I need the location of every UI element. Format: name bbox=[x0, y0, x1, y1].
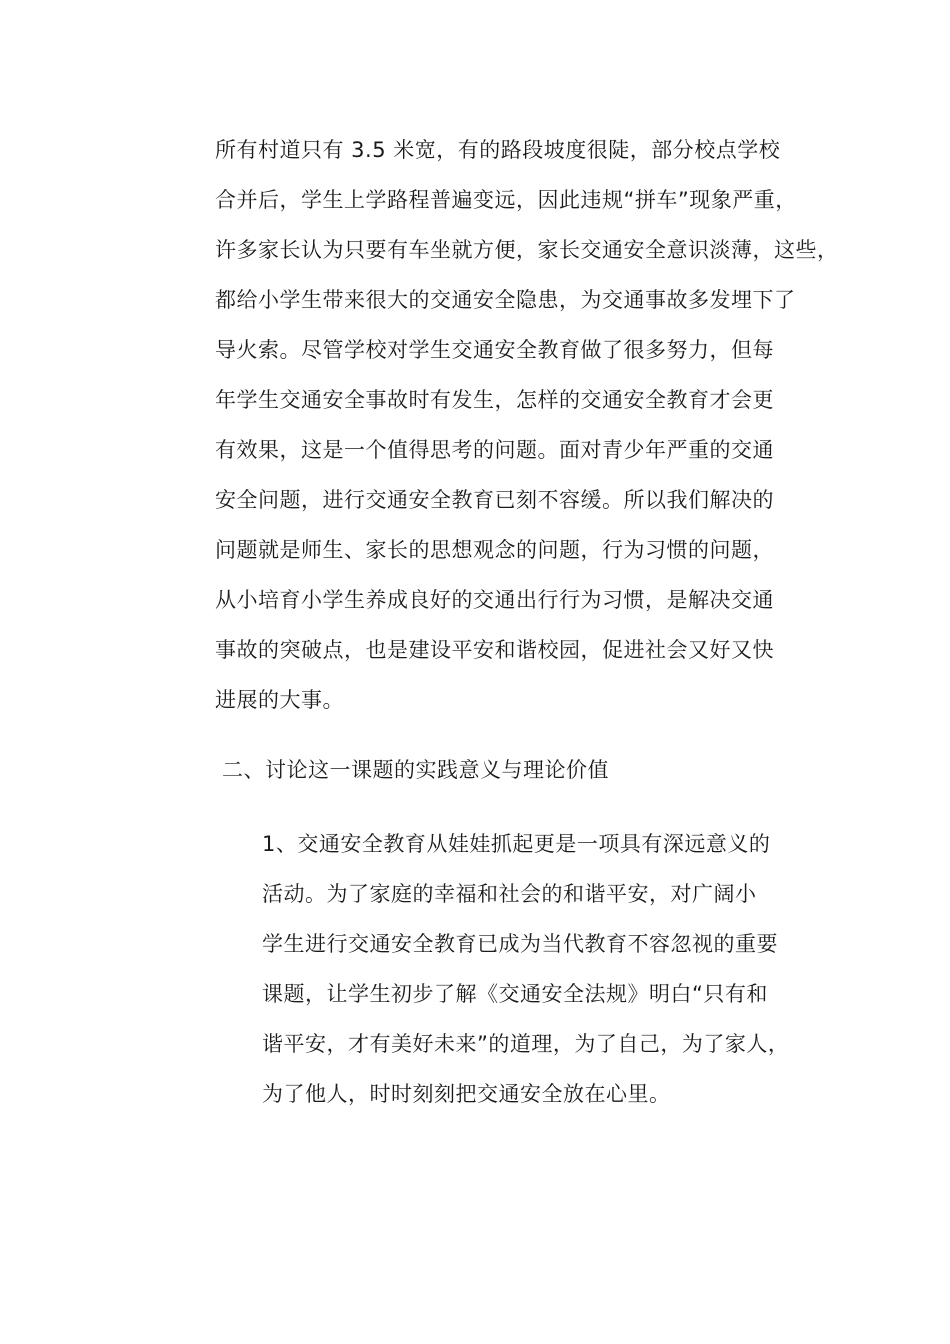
section-heading: 二、讨论这一课题的实践意义与理论价值 bbox=[222, 758, 609, 782]
paragraph-line: 都给小学生带来很大的交通安全隐患，为交通事故多发埋下了 bbox=[215, 288, 796, 312]
paragraph-line: 所有村道只有 3.5 米宽，有的路段坡度很陡，部分校点学校 bbox=[215, 138, 781, 162]
paragraph-line: 课题，让学生初步了解《交通安全法规》明白“只有和 bbox=[262, 982, 768, 1006]
paragraph-line: 从小培育小学生养成良好的交通出行行为习惯，是解决交通 bbox=[215, 588, 774, 612]
paragraph-line: 1、交通安全教育从娃娃抓起更是一项具有深远意义的 bbox=[262, 832, 771, 856]
paragraph-line: 谐平安，才有美好未来”的道理，为了自己，为了家人， bbox=[262, 1032, 790, 1056]
paragraph-line: 活动。为了家庭的幸福和社会的和谐平安，对广阔小 bbox=[262, 882, 757, 906]
paragraph-line: 安全问题，进行交通安全教育已刻不容缓。所以我们解决的 bbox=[215, 488, 774, 512]
paragraph-line: 进展的大事。 bbox=[215, 688, 344, 712]
paragraph-line: 问题就是师生、家长的思想观念的问题，行为习惯的问题， bbox=[215, 538, 774, 562]
paragraph-line: 学生进行交通安全教育已成为当代教育不容忽视的重要 bbox=[262, 932, 778, 956]
paragraph-line: 有效果，这是一个值得思考的问题。面对青少年严重的交通 bbox=[215, 438, 774, 462]
paragraph-line: 为了他人，时时刻刻把交通安全放在心里。 bbox=[262, 1082, 671, 1106]
paragraph-line: 许多家长认为只要有车坐就方便，家长交通安全意识淡薄，这些， bbox=[215, 238, 839, 262]
paragraph-line: 年学生交通安全事故时有发生，怎样的交通安全教育才会更 bbox=[215, 388, 774, 412]
paragraph-line: 事故的突破点，也是建设平安和谐校园，促进社会又好又快 bbox=[215, 638, 774, 662]
paragraph-line: 导火索。尽管学校对学生交通安全教育做了很多努力，但每 bbox=[215, 338, 774, 362]
paragraph-line: 合并后，学生上学路程普遍变远，因此违规“拼车”现象严重， bbox=[215, 188, 797, 212]
